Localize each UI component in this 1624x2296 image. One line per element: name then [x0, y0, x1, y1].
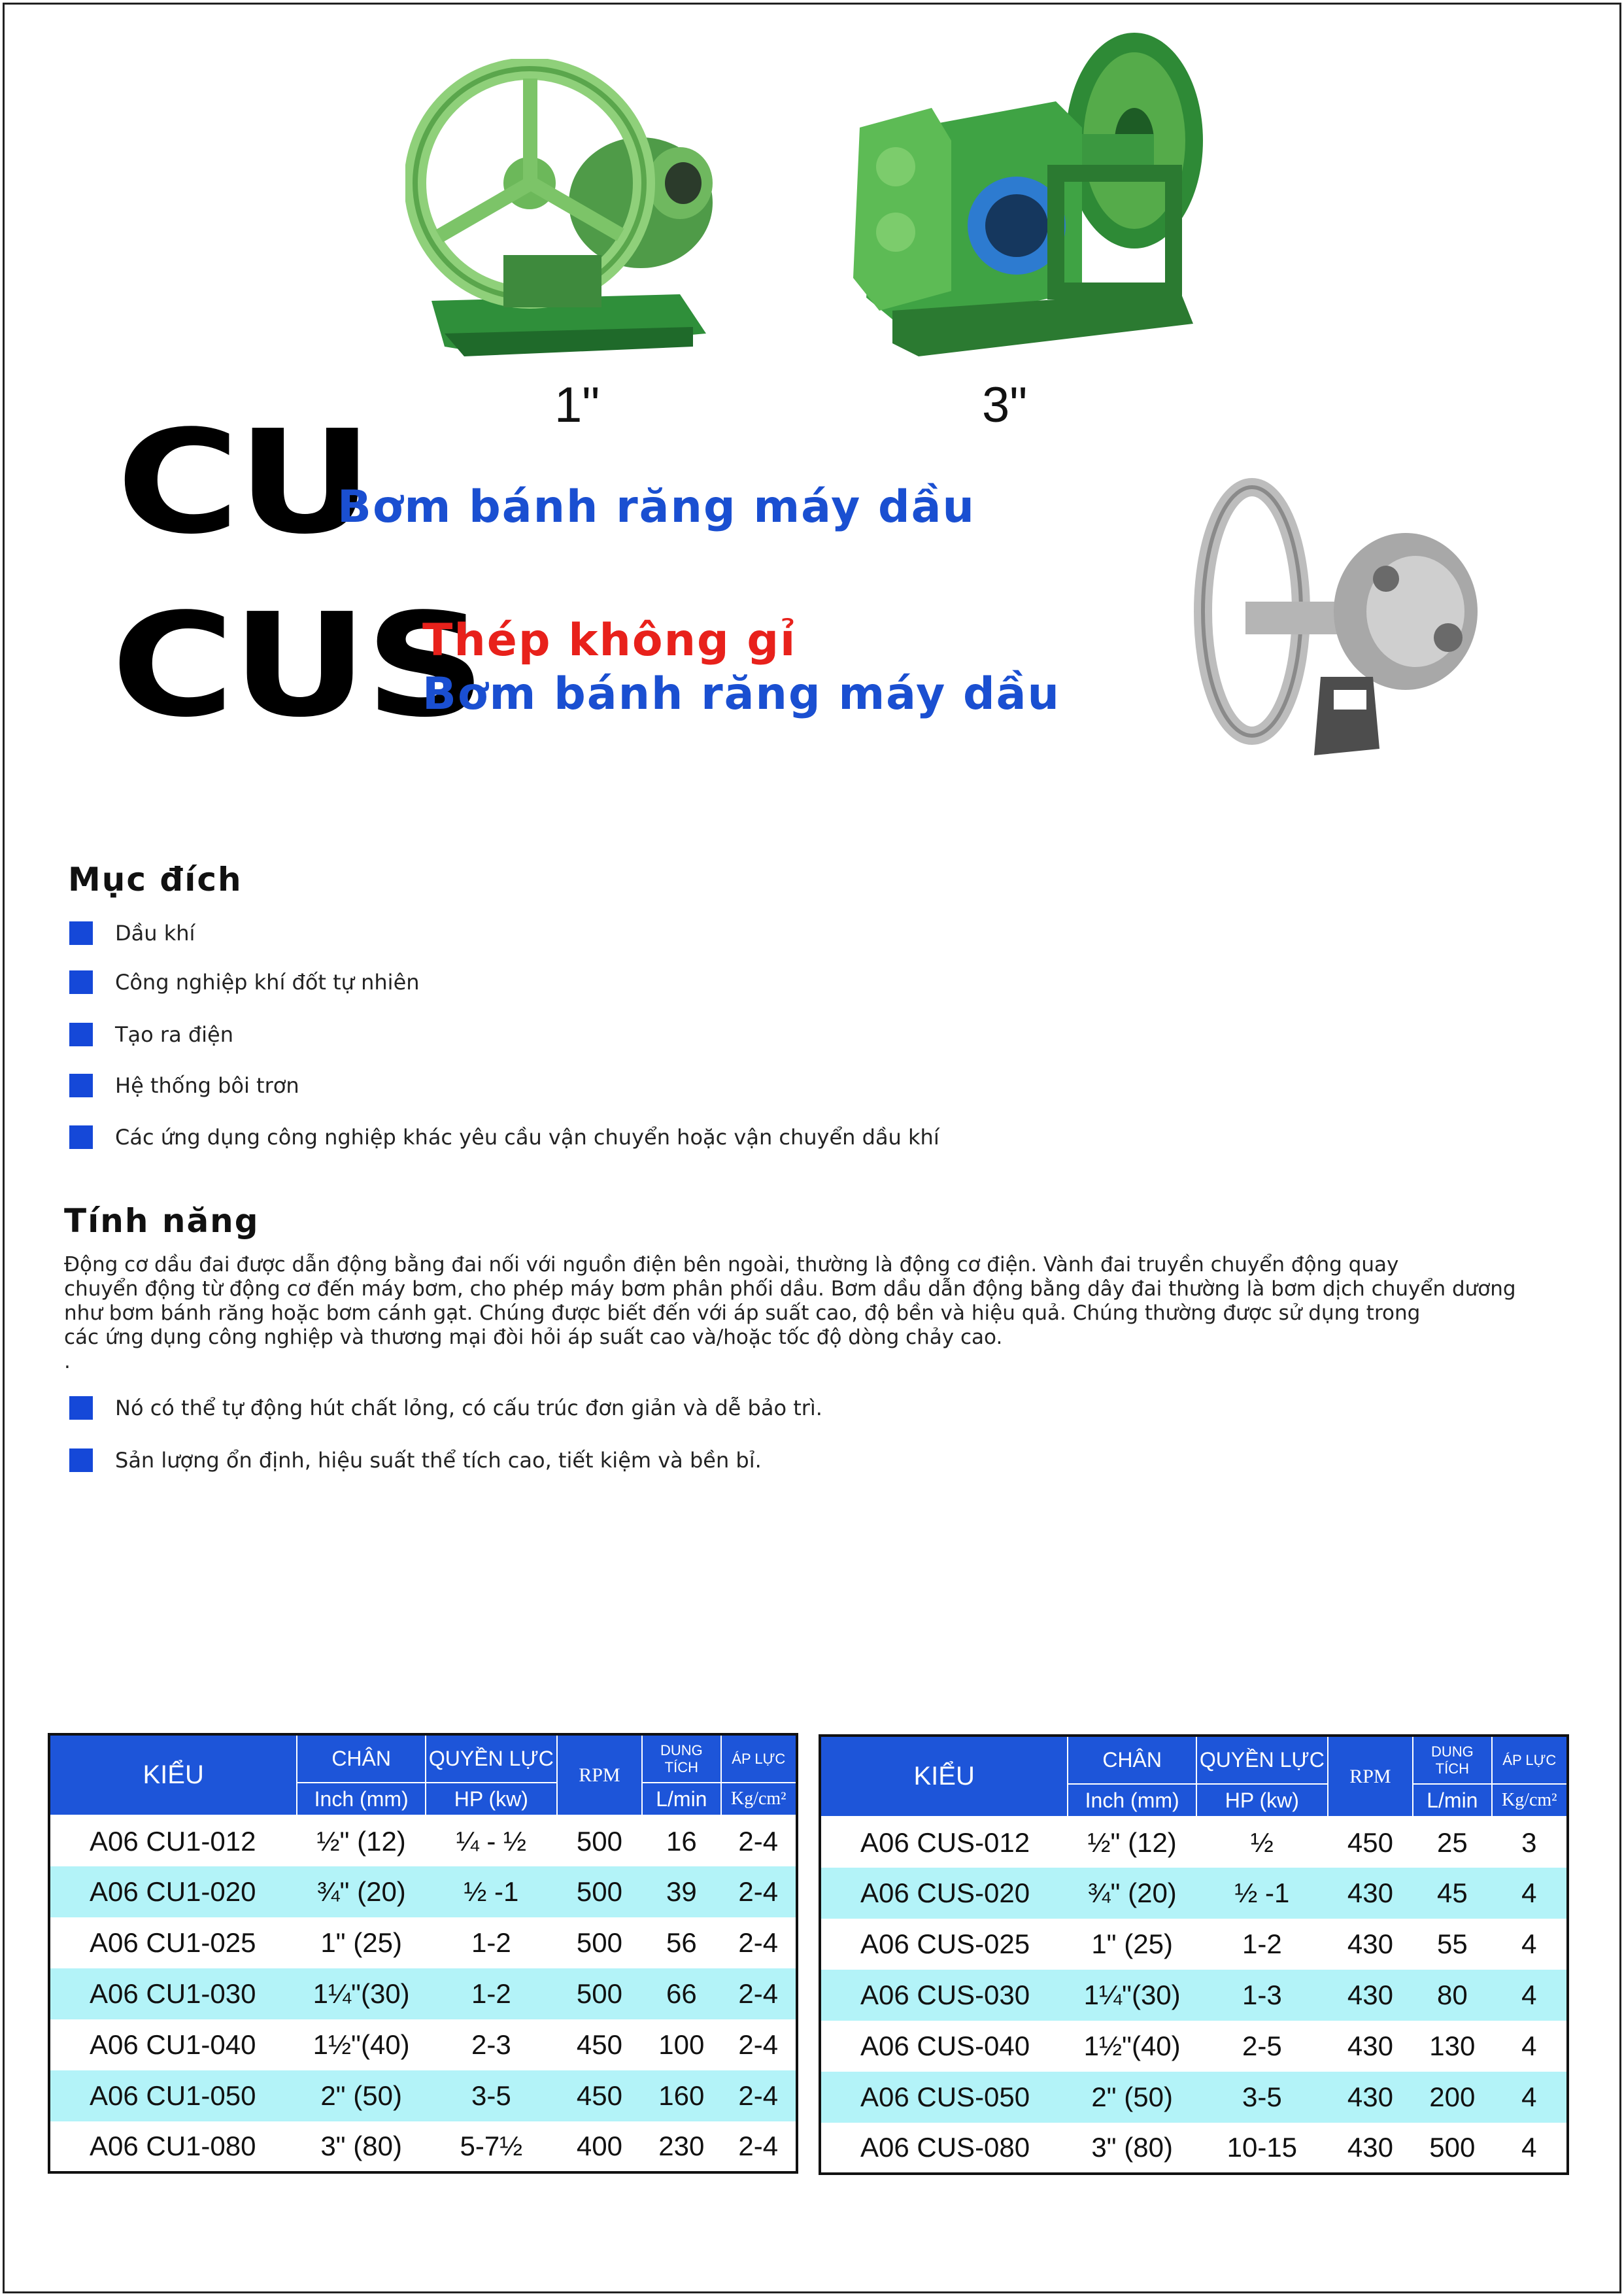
green-gear-pump-with-pulley-icon	[840, 16, 1210, 376]
table-row	[820, 1970, 1568, 2021]
cu-code: CU	[116, 400, 371, 566]
model-cell: A06 CUS-030	[820, 1970, 1068, 2021]
chan-cell: 1¼"(30)	[1068, 1970, 1196, 2021]
model-cell: A06 CU1-025	[90, 1927, 256, 1958]
rpm-cell: 500	[557, 1866, 642, 1917]
rpm-cell: 400	[576, 2131, 622, 2161]
chan-cell: ¾" (20)	[1068, 1868, 1196, 1919]
table-row	[820, 2072, 1568, 2123]
col-rpm-header: RPM	[1328, 1736, 1413, 1817]
bullet-square-icon	[69, 1448, 93, 1472]
capacity-cell: 45	[1413, 1868, 1491, 1919]
bullet-square-icon	[69, 1396, 93, 1420]
power-cell: ¼ - ½	[456, 1825, 527, 1857]
pump-size-1-label: 1"	[554, 377, 600, 433]
power-cell: ½ -1	[1196, 1868, 1328, 1919]
col-power-header: QUYỀN LỰC	[426, 1734, 557, 1783]
capacity-cell: 16	[666, 1825, 697, 1857]
power-cell: 10-15	[1226, 2132, 1298, 2163]
capacity-cell: 100	[658, 2029, 705, 2060]
capacity-cell: 130	[1429, 2030, 1476, 2061]
capacity-cell: 55	[1436, 1928, 1468, 1959]
pressure-cell: 2-4	[738, 1927, 779, 1958]
feature-item-text: Nó có thể tự động hút chất lỏng, có cấu trúc đơn giản và dễ bảo trì.	[115, 1396, 822, 1420]
bullet-square-icon	[69, 1074, 93, 1097]
cus-code: CUS	[111, 583, 483, 749]
cu-spec-table	[48, 1733, 798, 2174]
capacity-cell: 80	[1413, 1970, 1491, 2021]
table-row	[49, 1815, 797, 1866]
table-row	[820, 1919, 1568, 1970]
col-pressure-header: ÁP LỰC	[721, 1734, 797, 1783]
power-cell: 1-2	[471, 1927, 511, 1958]
col-pressure-header: ÁP LỰC	[1492, 1736, 1568, 1784]
chan-cell: 2" (50)	[297, 2070, 426, 2121]
pressure-cell: 4	[1521, 2030, 1537, 2061]
capacity-cell: 39	[642, 1866, 720, 1917]
capacity-cell: 230	[658, 2131, 705, 2161]
model-cell: A06 CUS-025	[860, 1928, 1030, 1959]
power-cell: 3-5	[1196, 2072, 1328, 2123]
col-chan-header: CHÂN	[1068, 1736, 1196, 1784]
col-model-header: KIỂU	[49, 1734, 297, 1815]
capacity-cell: 200	[1413, 2072, 1491, 2123]
power-cell: 1-2	[1242, 1928, 1282, 1959]
table-row	[820, 1868, 1568, 1919]
power-cell: 2-3	[471, 2029, 511, 2060]
col-capacity-unit: L/min	[642, 1783, 720, 1815]
table-row	[49, 2019, 797, 2070]
model-cell: A06 CUS-040	[860, 2030, 1030, 2061]
table-row	[49, 1866, 797, 1917]
chan-cell: 1½"(40)	[313, 2029, 410, 2060]
col-chan-header: CHÂN	[297, 1734, 426, 1783]
col-capacity-header: DUNG TÍCH	[642, 1734, 720, 1783]
pressure-cell: 4	[1492, 1970, 1568, 2021]
col-capacity-unit: L/min	[1413, 1784, 1491, 1817]
bullet-square-icon	[69, 970, 93, 994]
chan-cell: ¾" (20)	[297, 1866, 426, 1917]
pressure-cell: 4	[1492, 2072, 1568, 2123]
table-row	[820, 2021, 1568, 2072]
col-power-unit: HP (kw)	[426, 1783, 557, 1815]
purpose-heading: Mục đích	[68, 861, 243, 899]
model-cell: A06 CUS-012	[860, 1826, 1030, 1858]
chan-cell: 1" (25)	[320, 1927, 402, 1958]
chan-cell: 1½"(40)	[1083, 2030, 1181, 2061]
cus-title: Bơm bánh răng máy dầu	[422, 668, 1060, 720]
col-capacity-header: DUNG TÍCH	[1413, 1736, 1491, 1784]
green-gear-pump-with-handwheel-icon	[405, 59, 719, 366]
purpose-item	[69, 1022, 233, 1047]
feature-item-text: Sản lượng ổn định, hiệu suất thể tích cao, tiết kiệm và bền bỉ.	[115, 1448, 762, 1473]
purpose-item-text: Hệ thống bôi trơn	[115, 1073, 299, 1098]
table-row	[820, 1817, 1568, 1868]
bullet-square-icon	[69, 921, 93, 945]
table-row	[49, 2070, 797, 2121]
capacity-cell: 56	[666, 1927, 697, 1958]
rpm-cell: 430	[1347, 2132, 1393, 2163]
purpose-item-text: Tạo ra điện	[115, 1022, 234, 1047]
pressure-cell: 2-4	[721, 2070, 797, 2121]
pressure-cell: 4	[1521, 2132, 1537, 2163]
col-pressure-unit: Kg/cm²	[1492, 1784, 1568, 1817]
power-cell: 3-5	[426, 2070, 557, 2121]
power-cell: ½	[1250, 1826, 1274, 1858]
purpose-item-text: Dầu khí	[115, 921, 195, 946]
model-cell: A06 CUS-050	[820, 2072, 1068, 2123]
col-power-header: QUYỀN LỰC	[1196, 1736, 1328, 1784]
chan-cell: 1" (25)	[1091, 1928, 1173, 1959]
model-cell: A06 CU1-030	[49, 1968, 297, 2019]
table-row	[49, 1917, 797, 1968]
model-cell: A06 CU1-050	[49, 2070, 297, 2121]
power-cell: ½ -1	[426, 1866, 557, 1917]
rpm-cell: 430	[1328, 1970, 1413, 2021]
pressure-cell: 4	[1492, 1868, 1568, 1919]
purpose-item	[69, 970, 420, 995]
chan-cell: 3" (80)	[320, 2131, 402, 2161]
bullet-square-icon	[69, 1023, 93, 1046]
pressure-cell: 2-4	[738, 2131, 779, 2161]
stainless-gear-pump-with-handwheel-icon	[1190, 474, 1497, 768]
feature-item	[69, 1396, 822, 1420]
col-rpm-header: RPM	[557, 1734, 642, 1815]
features-heading: Tính năng	[64, 1202, 260, 1240]
chan-cell: 2" (50)	[1068, 2072, 1196, 2123]
purpose-item	[69, 1125, 939, 1150]
power-cell: 2-5	[1242, 2030, 1282, 2061]
capacity-cell: 66	[642, 1968, 720, 2019]
model-cell: A06 CU1-020	[49, 1866, 297, 1917]
pressure-cell: 3	[1521, 1826, 1537, 1858]
table-row	[49, 2121, 797, 2172]
col-chan-unit: Inch (mm)	[297, 1783, 426, 1815]
rpm-cell: 450	[1347, 1826, 1393, 1858]
pressure-cell: 4	[1521, 1928, 1537, 1959]
chan-cell: 1¼"(30)	[297, 1968, 426, 2019]
capacity-cell: 25	[1436, 1826, 1468, 1858]
col-pressure-unit: Kg/cm²	[721, 1783, 797, 1815]
rpm-cell: 430	[1347, 1928, 1393, 1959]
rpm-cell: 430	[1328, 1868, 1413, 1919]
table-row	[820, 2123, 1568, 2174]
capacity-cell: 500	[1429, 2132, 1476, 2163]
col-power-unit: HP (kw)	[1196, 1784, 1328, 1817]
model-cell: A06 CUS-020	[820, 1868, 1068, 1919]
cus-spec-table	[819, 1734, 1569, 2175]
rpm-cell: 450	[557, 2070, 642, 2121]
model-cell: A06 CU1-040	[90, 2029, 256, 2060]
pressure-cell: 2-4	[721, 1866, 797, 1917]
power-cell: 1-3	[1196, 1970, 1328, 2021]
chan-cell: ½" (12)	[316, 1825, 406, 1857]
rpm-cell: 430	[1328, 2072, 1413, 2123]
rpm-cell: 450	[576, 2029, 622, 2060]
purpose-item	[69, 1073, 299, 1098]
cus-material-title: Thép không gỉ	[422, 615, 797, 666]
rpm-cell: 500	[576, 1927, 622, 1958]
model-cell: A06 CU1-012	[90, 1825, 256, 1857]
bullet-square-icon	[69, 1125, 93, 1149]
pressure-cell: 2-4	[721, 1968, 797, 2019]
features-paragraph: Động cơ dầu đai được dẫn động bằng đai nối với nguồn điện bên ngoài, thường là động cơ điện. Vành đai truyền chuyển động quay chuyển động từ động cơ đến máy bơm, cho phép máy bơm phân phối dầu. Bơm dầu dẫn động bằng dây đai thường là bơm dịch chuyển dương như bơm bánh răng hoặc bơm cánh gạt. Chúng được biết đến với áp suất cao, độ bền và hiệu quả. Chúng thường được sử dụng trong các ứng dụng công nghiệp và thương mại đòi hỏi áp suất cao và/hoặc tốc độ dòng chảy cao. .	[64, 1253, 1516, 1373]
purpose-item-text: Các ứng dụng công nghiệp khác yêu cầu vận chuyển hoặc vận chuyển dầu khí	[115, 1125, 939, 1150]
pump-size-3-label: 3"	[982, 377, 1028, 433]
pressure-cell: 2-4	[738, 2029, 779, 2060]
col-chan-unit: Inch (mm)	[1068, 1784, 1196, 1817]
rpm-cell: 430	[1347, 2030, 1393, 2061]
model-cell: A06 CUS-080	[860, 2132, 1030, 2163]
power-cell: 1-2	[426, 1968, 557, 2019]
capacity-cell: 160	[642, 2070, 720, 2121]
table-row	[49, 1968, 797, 2019]
chan-cell: ½" (12)	[1087, 1826, 1177, 1858]
chan-cell: 3" (80)	[1091, 2132, 1173, 2163]
col-model-header: KIỂU	[820, 1736, 1068, 1817]
rpm-cell: 500	[576, 1825, 622, 1857]
pressure-cell: 2-4	[738, 1825, 779, 1857]
model-cell: A06 CU1-080	[90, 2131, 256, 2161]
power-cell: 5-7½	[460, 2131, 523, 2161]
rpm-cell: 500	[557, 1968, 642, 2019]
purpose-item	[69, 921, 195, 946]
purpose-item-text: Công nghiệp khí đốt tự nhiên	[115, 970, 420, 995]
cu-title: Bơm bánh răng máy dầu	[337, 481, 975, 533]
feature-item	[69, 1448, 762, 1473]
